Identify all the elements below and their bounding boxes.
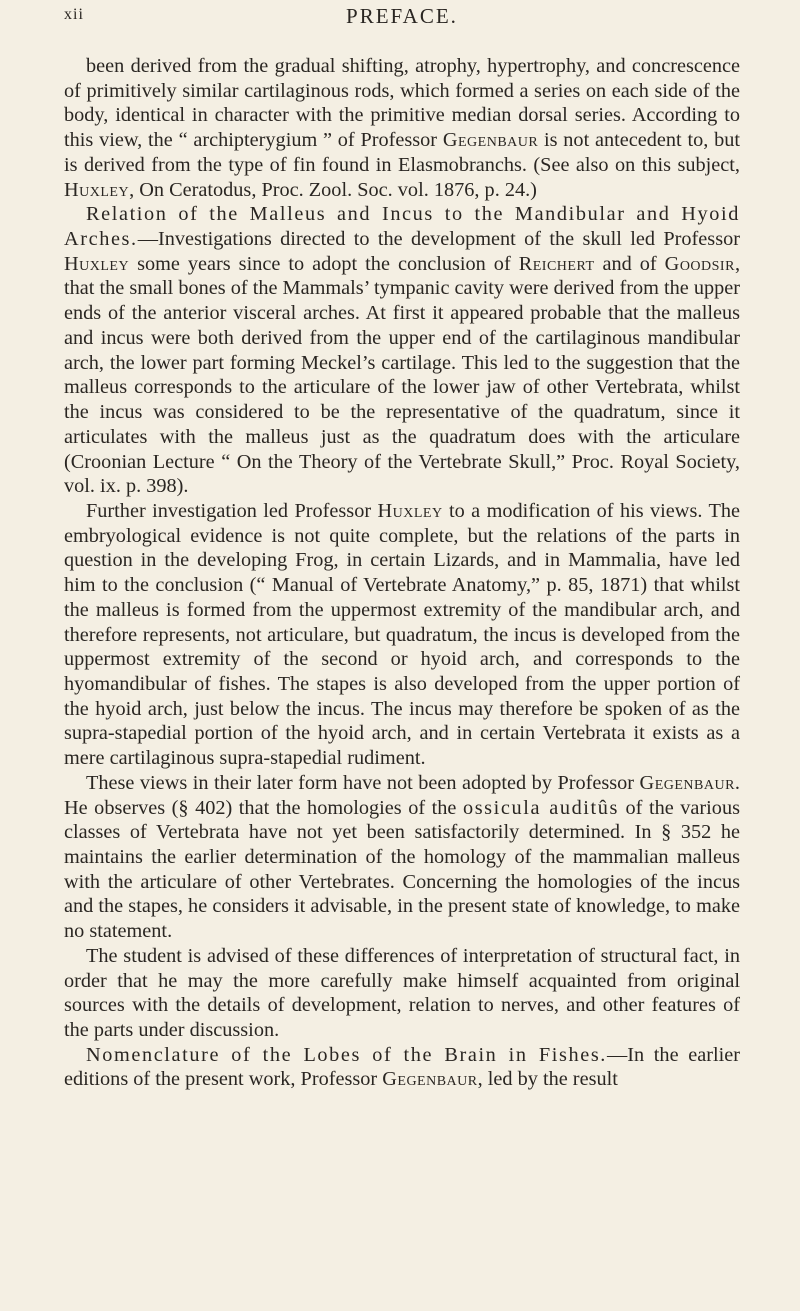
text-run: been derived from the gradual shifting, atrophy, hypertrophy, and concrescence of primitively similar cartilaginous rods, which formed a series on each side of the body, identical in character with the primitive median dorsal series. According to this view, the “ archipterygium ” of Professor <box>64 55 740 152</box>
author-name: Huxley <box>64 178 130 201</box>
text-run: is not antecedent to, but is derived from the type of fin found in Elasmobranchs. (See also on this subject, <box>64 129 740 176</box>
section-heading: Nomenclature of the Lobes of the Brain in Fishes. <box>86 1043 607 1066</box>
section-heading: Relation of the Malleus and Incus to the Mandibular and Hyoid Arches. <box>64 203 740 251</box>
page-header <box>64 4 740 30</box>
author-name: Gegenbaur <box>382 1068 478 1091</box>
text-run: of the various classes of Vertebrata have not yet been satisfactorily determined. In § 352 he maintains the earlier determination of the homology of the mammalian malleus with the articulare of other Vertebrates. Concerning the homologies of the incus and the stapes, he considers it advisable, in the present state of knowledge, to make no statement. <box>64 796 740 943</box>
author-name: Gegenbaur <box>639 771 735 794</box>
text-run: The student is advised of these differences of interpretation of structural fact, in order that he may the more carefully make himself acquainted from original sources with the details of development, relation to nerves, and other features of the parts under discussion. <box>64 944 740 1042</box>
paragraph <box>64 771 740 944</box>
running-head: PREFACE. <box>346 4 458 28</box>
text-run: —Investigations directed to the development of the skull led Professor <box>137 228 740 251</box>
text-run: , led by the result <box>477 1068 618 1091</box>
body-text <box>64 54 740 1092</box>
section-heading: ossicula auditûs <box>462 796 620 819</box>
paragraph <box>64 499 740 771</box>
author-name: Huxley <box>377 499 443 522</box>
paragraph <box>64 1043 740 1092</box>
text-run: —In the earlier editions of the present work, Professor <box>64 1043 740 1091</box>
text-run: . He observes (§ 402) that the homologies of the <box>64 771 740 819</box>
author-name: Huxley <box>64 252 130 275</box>
text-run: , On Ceratodus, Proc. Zool. Soc. vol. 1876, p. 24.) <box>129 178 537 201</box>
text-run: , that the small bones of the Mammals’ tympanic cavity were derived from the upper ends of the anterior visceral arches. At first it appeared probable that the malleus and incus were both derived from the upper end of the cartilaginous mandibular arch, the lower part forming Meckel’s cartilage. This led to the suggestion that the malleus corresponds to the articulare of the lower jaw of other Vertebrata, whilst the incus was considered to be the representative of the quadratum, since it articulates with the malleus just as the quadratum does with the articulare (Croonian Lecture “ On the Theory of the Vertebrate Skull,” Proc. Royal Society, vol. ix. p. 398). <box>64 252 741 498</box>
text-run: to a modification of his views. The embryological evidence is not quite complete, but the relations of the parts in question in the developing Frog, in certain Lizards, and in Mammalia, have led him to the conclusion (“ Manual of Vertebrate Anatomy,” p. 85, 1871) that whilst the malleus is formed from the uppermost extremity of the mandibular arch, and therefore represents, not articulare, but quadratum, the incus is developed from the uppermost extremity of the second or hyoid arch, and corresponds to the hyomandibular of fishes. The stapes is also developed from the upper portion of the hyoid arch, just below the incus. The incus may therefore be spoken of as the supra-stapedial portion of the hyoid arch, and in certain Vertebrata it exists as a mere cartilaginous supra-stapedial rudiment. <box>64 499 740 770</box>
paragraph <box>64 202 740 499</box>
text-run: and of <box>594 252 665 275</box>
author-name: Reichert <box>518 252 595 275</box>
paragraph <box>64 944 740 1043</box>
text-run: These views in their later form have not been adopted by Professor <box>86 771 640 794</box>
page-number: xii <box>64 6 84 23</box>
author-name: Goodsir <box>664 252 735 275</box>
text-run: some years since to adopt the conclusion of <box>129 252 519 275</box>
paragraph <box>64 54 740 202</box>
text-run: Further investigation led Professor <box>86 499 378 522</box>
author-name: Gegenbaur <box>442 129 539 152</box>
